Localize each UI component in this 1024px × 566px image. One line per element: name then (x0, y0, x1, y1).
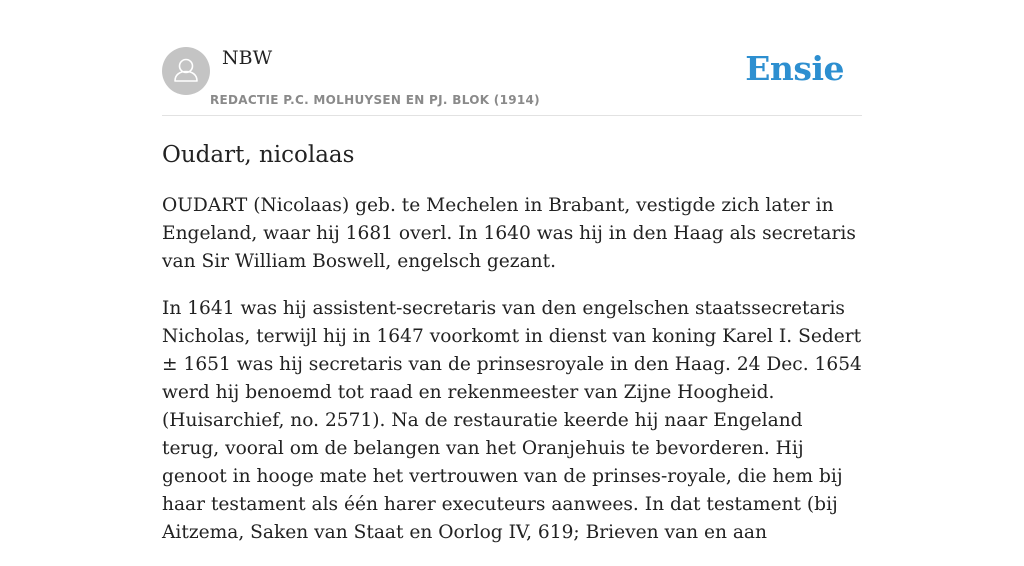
source-name[interactable]: NBW (222, 47, 273, 69)
header-divider (162, 115, 862, 116)
brand-logo[interactable]: Ensie (745, 49, 844, 88)
source-subtitle: REDACTIE P.C. MOLHUYSEN EN PJ. BLOK (1914) (210, 93, 540, 107)
article-title: Oudart, nicolaas (162, 142, 355, 168)
article-paragraph: OUDART (Nicolaas) geb. te Mechelen in Brabant, vestigde zich later in Engeland, waar hij 1681 overl. In 1640 was hij in den Haag als secretaris van Sir William Boswell, engelsch gezant. (162, 195, 856, 272)
user-silhouette-icon (162, 47, 210, 95)
article-paragraph: In 1641 was hij assistent-secretaris van den engelschen staatssecretaris Nicholas, terwijl hij in 1647 voorkomt in dienst van koning Karel I. Sedert ± 1651 was hij secretaris van de prinsesroyale in den Haag. 24 Dec. 1654 werd hij benoemd tot raad en rekenmeester van Zijne Hoogheid. (Huisarchief, no. 2571). Na de restauratie keerde hij naar Engeland terug, vooral om de belangen van het Oranjehuis te bevorderen. Hij genoot in hooge mate het vertrouwen van de prinses-royale, die hem bij haar testament als één harer executeurs aanwees. In dat testament (bij Aitzema, Saken van Staat en Oorlog IV, 619; Brieven van en aan (162, 298, 862, 543)
article-body (162, 192, 862, 566)
avatar[interactable] (162, 47, 210, 95)
source-header (162, 46, 862, 116)
